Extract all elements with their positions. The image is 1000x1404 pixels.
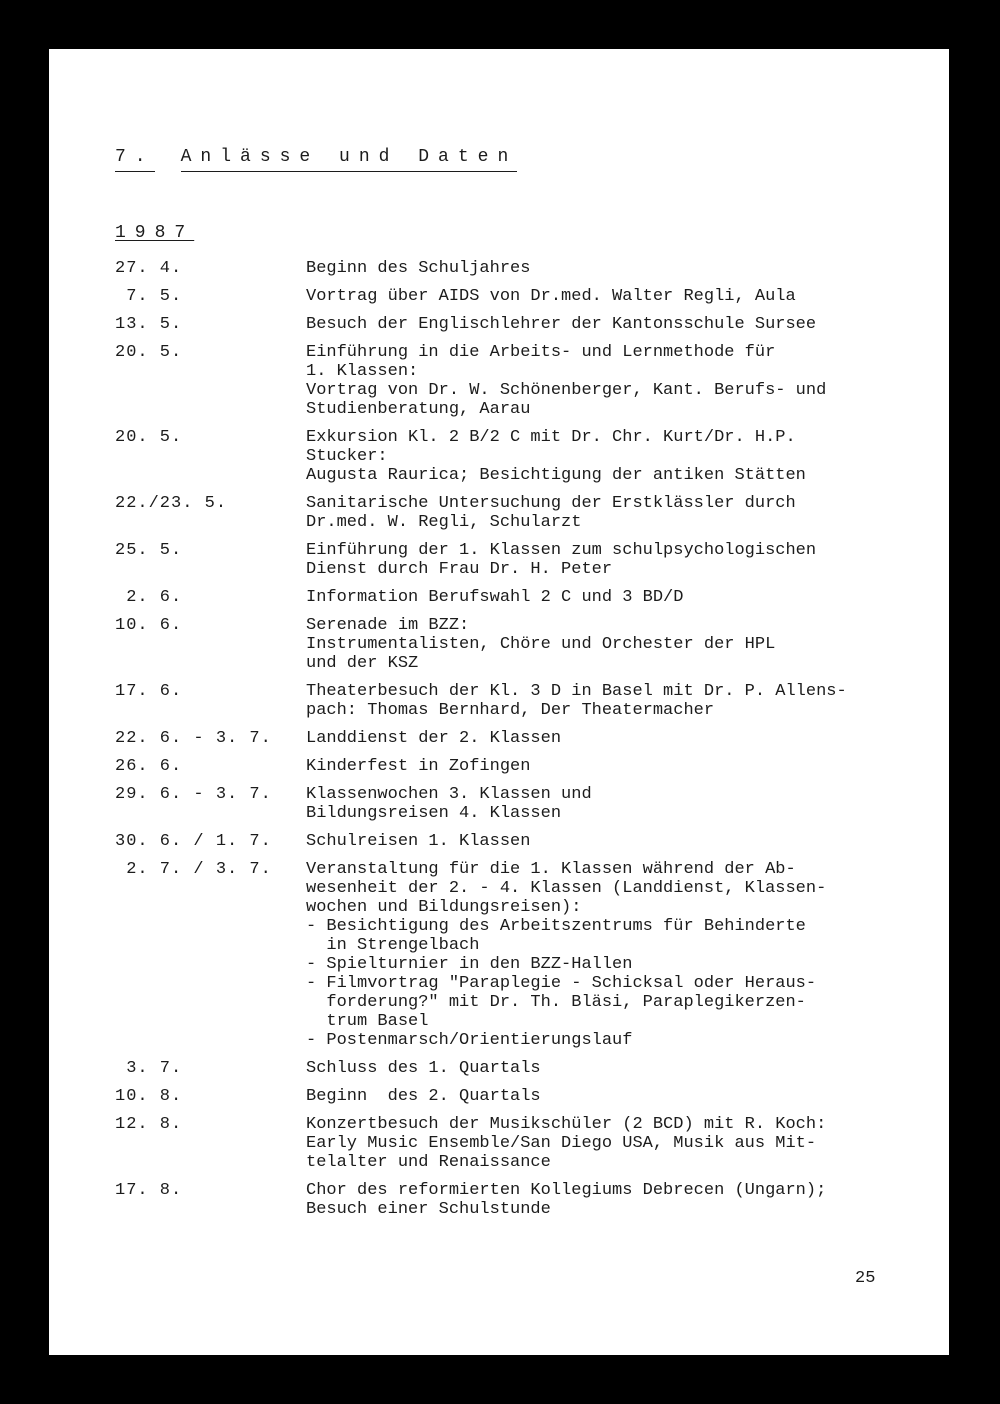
event-description: Klassenwochen 3. Klassen und Bildungsreisen 4. Klassen: [306, 785, 592, 823]
event-description: Beginn des 2. Quartals: [306, 1087, 541, 1106]
event-description: Chor des reformierten Kollegiums Debrecen (Ungarn); Besuch einer Schulstunde: [306, 1181, 827, 1219]
event-entry: [115, 343, 915, 419]
event-description: Schulreisen 1. Klassen: [306, 832, 531, 851]
event-description: Vortrag über AIDS von Dr.med. Walter Regli, Aula: [306, 287, 796, 306]
event-date: 13. 5.: [115, 315, 183, 334]
section-number: 7.: [115, 145, 155, 172]
event-list: [115, 259, 915, 1228]
event-date: 2. 6.: [115, 588, 183, 607]
event-date: 17. 6.: [115, 682, 183, 701]
event-date: 27. 4.: [115, 259, 183, 278]
event-description: Theaterbesuch der Kl. 3 D in Basel mit Dr. P. Allens- pach: Thomas Bernhard, Der Theatermacher: [306, 682, 847, 720]
event-description: Schluss des 1. Quartals: [306, 1059, 541, 1078]
event-date: 2. 7. / 3. 7.: [115, 860, 272, 879]
year-heading: 1987: [115, 223, 195, 243]
section-title: Anlässe und Daten: [181, 145, 518, 172]
event-entry: [115, 259, 915, 278]
event-description: Beginn des Schuljahres: [306, 259, 531, 278]
event-description: Exkursion Kl. 2 B/2 C mit Dr. Chr. Kurt/Dr. H.P. Stucker: Augusta Raurica; Besichtigung der antiken Stätten: [306, 428, 806, 485]
event-date: 10. 8.: [115, 1087, 183, 1106]
event-entry: [115, 832, 915, 851]
event-date: 17. 8.: [115, 1181, 183, 1200]
event-date: 25. 5.: [115, 541, 183, 560]
event-description: Einführung in die Arbeits- und Lernmethode für 1. Klassen: Vortrag von Dr. W. Schönenberger, Kant. Berufs- und Studienberatung, Aarau: [306, 343, 827, 419]
event-date: 29. 6. - 3. 7.: [115, 785, 272, 804]
event-entry: [115, 287, 915, 306]
event-entry: [115, 315, 915, 334]
event-entry: [115, 616, 915, 673]
event-entry: [115, 757, 915, 776]
event-description: Kinderfest in Zofingen: [306, 757, 531, 776]
event-date: 10. 6.: [115, 616, 183, 635]
event-entry: [115, 428, 915, 485]
page-number: 25: [855, 1269, 876, 1288]
event-entry: [115, 785, 915, 823]
event-date: 22./23. 5.: [115, 494, 228, 513]
event-date: 20. 5.: [115, 343, 183, 362]
event-entry: [115, 494, 915, 532]
event-description: Serenade im BZZ: Instrumentalisten, Chöre und Orchester der HPL und der KSZ: [306, 616, 776, 673]
event-description: Landdienst der 2. Klassen: [306, 729, 562, 748]
event-entry: [115, 860, 915, 1050]
event-entry: [115, 1115, 915, 1172]
event-date: 12. 8.: [115, 1115, 183, 1134]
event-description: Information Berufswahl 2 C und 3 BD/D: [306, 588, 684, 607]
event-date: 3. 7.: [115, 1059, 183, 1078]
event-entry: [115, 541, 915, 579]
document-page: [49, 49, 949, 1355]
event-entry: [115, 1087, 915, 1106]
section-heading: [115, 145, 517, 172]
event-date: 22. 6. - 3. 7.: [115, 729, 272, 748]
event-date: 20. 5.: [115, 428, 183, 447]
event-date: 7. 5.: [115, 287, 183, 306]
event-description: Konzertbesuch der Musikschüler (2 BCD) mit R. Koch: Early Music Ensemble/San Diego USA, Musik aus Mit- telalter und Renaissance: [306, 1115, 827, 1172]
event-description: Besuch der Englischlehrer der Kantonsschule Sursee: [306, 315, 817, 334]
event-description: Veranstaltung für die 1. Klassen während der Ab- wesenheit der 2. - 4. Klassen (Landdienst, Klassen- wochen und Bildungsreisen): - Besichtigung des Arbeitszentrums für Behinderte in Strengelbach - Spielturnier in den BZZ-Hallen - Filmvortrag "Paraplegie - Schicksal oder Heraus- forderung?" mit Dr. Th. Bläsi, Paraplegikerzen- trum Basel - Postenmarsch/Orientierungslauf: [306, 860, 827, 1050]
event-description: Sanitarische Untersuchung der Erstklässler durch Dr.med. W. Regli, Schularzt: [306, 494, 796, 532]
event-date: 26. 6.: [115, 757, 183, 776]
event-entry: [115, 729, 915, 748]
event-entry: [115, 588, 915, 607]
event-entry: [115, 1181, 915, 1219]
event-date: 30. 6. / 1. 7.: [115, 832, 272, 851]
event-entry: [115, 682, 915, 720]
event-description: Einführung der 1. Klassen zum schulpsychologischen Dienst durch Frau Dr. H. Peter: [306, 541, 817, 579]
event-entry: [115, 1059, 915, 1078]
